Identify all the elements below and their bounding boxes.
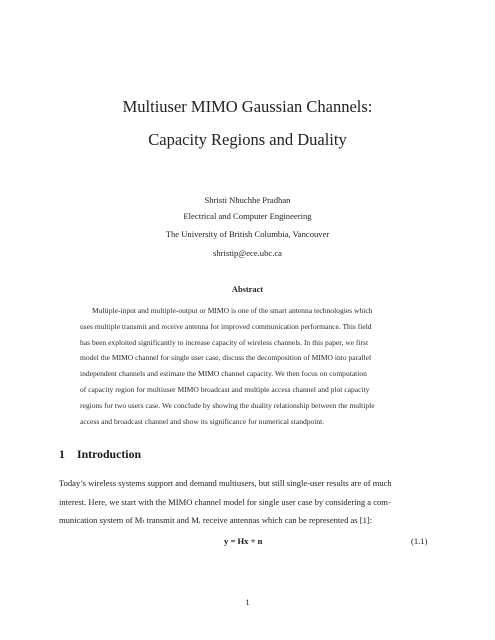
section-number: 1 <box>59 447 65 461</box>
intro-line: munication system of Mₜ transmit and Mᵣ receive antennas which can be represented as [1]: <box>59 515 373 525</box>
paper-title-line-2: Capacity Regions and Duality <box>148 130 347 149</box>
introduction-body <box>59 474 437 530</box>
abstract-line: of capacity region for multiuser MIMO broadcast and multiple access channel and plot capacity <box>80 384 370 394</box>
affiliation-department: Electrical and Computer Engineering <box>183 211 312 221</box>
abstract-line: model the MIMO channel for single user case, discuss the decomposition of MIMO into parallel <box>80 353 372 363</box>
intro-line: interest. Here, we start with the MIMO channel model for single user case by considering a com- <box>59 496 391 507</box>
affiliation-university: The University of British Columbia, Vancouver <box>165 229 330 239</box>
abstract-line: access and broadcast channel and show its significance for numerical standpoint. <box>80 416 325 426</box>
abstract-body <box>80 303 416 429</box>
intro-line: Today’s wireless systems support and demand multiusers, but still single-user results are of much <box>59 478 392 488</box>
abstract-line: Multiple-input and multiple-output or MIMO is one of the smart antenna technologies which <box>92 306 373 315</box>
author-email: shristip@ece.ubc.ca <box>213 248 282 258</box>
author-name: Shristi Nhuchhe Pradhan <box>204 195 291 205</box>
abstract-line: uses multiple transmit and receive antenna for improved communication performance. This field <box>80 321 372 331</box>
section-title: Introduction <box>77 447 142 461</box>
abstract-line: independent channels and estimate the MIMO channel capacity. We then focus on computation <box>80 369 367 379</box>
abstract-line: regions for two users case. We conclude by showing the duality relationship between the multiple <box>80 400 375 410</box>
equation-body: y = Hx + n <box>224 536 263 546</box>
section-heading-introduction <box>59 447 141 462</box>
abstract-heading: Abstract <box>231 285 264 294</box>
paper-title-line-1: Multiuser MIMO Gaussian Channels: <box>122 97 373 116</box>
abstract-line: has been exploited significantly to increase capacity of wireless channels. In this paper, we first <box>80 337 369 347</box>
page-number: 1 <box>245 597 250 607</box>
equation-number: (1.1) <box>411 536 428 546</box>
